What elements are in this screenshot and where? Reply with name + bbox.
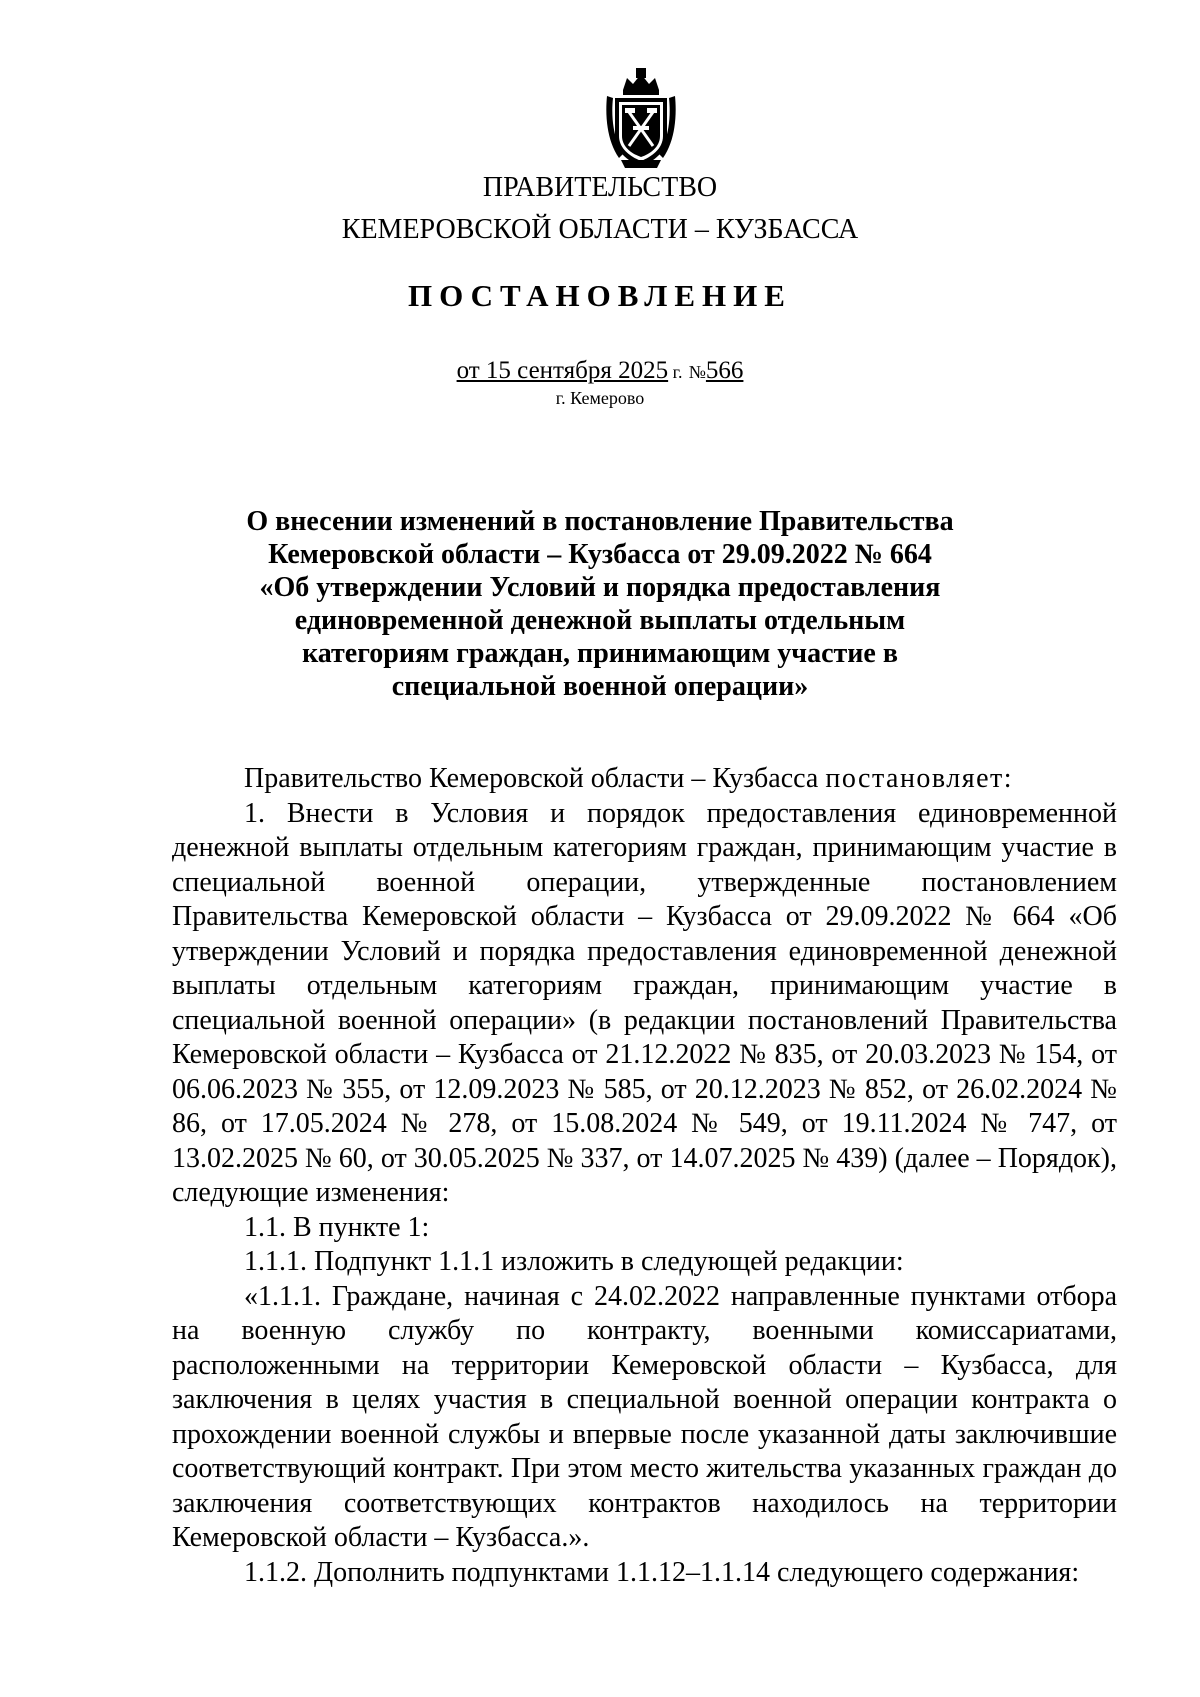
title-line: О внесении изменений в постановление Правительства xyxy=(246,506,954,537)
title-line: Кемеровской области – Кузбасса от 29.09.2022 № 664 xyxy=(268,539,932,570)
title-line: специальной военной операции» xyxy=(391,671,809,702)
document-type-heading: ПОСТАНОВЛЕНИЕ xyxy=(408,278,792,313)
city-line: г. Кемерово xyxy=(555,388,645,408)
document-title xyxy=(200,505,1000,703)
title-line: «Об утверждении Условий и порядка предоставления xyxy=(259,572,941,603)
number-mark: № xyxy=(688,362,706,382)
document-body xyxy=(172,762,1117,1590)
coat-of-arms-emblem xyxy=(603,66,679,170)
year-mark: г. xyxy=(668,362,683,382)
intro-paragraph: Правительство Кемеровской области – Кузбасса постановляет: xyxy=(244,763,1012,794)
title-line: единовременной денежной выплаты отдельным xyxy=(294,605,906,636)
body-paragraph: «1.1.1. Граждане, начиная с 24.02.2022 направленные пунктами отбора на военную службу по контракту, военными комиссариатами, расположенными на территории Кемеровской области – Кузбасса, для заключения в целях участия в специальной военной операции контракта о прохождении военной службы и впервые после указанной даты заключившие соответствующий контракт. При этом место жительства указанных граждан до заключения соответствующих контрактов находилось на территории Кемеровской области – Кузбасса.». xyxy=(172,1280,1117,1553)
title-line: категориям граждан, принимающим участие в xyxy=(302,638,898,669)
government-name-line2: КЕМЕРОВСКОЙ ОБЛАСТИ – КУЗБАССА xyxy=(341,214,859,245)
government-name-line1: ПРАВИТЕЛЬСТВО xyxy=(482,172,718,203)
date-number-line xyxy=(0,357,1200,385)
document-number: 566 xyxy=(705,357,744,384)
document-date: от 15 сентября 2025 xyxy=(456,357,669,384)
body-paragraph: 1.1. В пункте 1: xyxy=(244,1211,430,1243)
body-paragraph: 1.1.1. Подпункт 1.1.1 изложить в следующей редакции: xyxy=(244,1246,904,1277)
resolves-word: постановляет xyxy=(825,763,1004,794)
body-paragraph: 1. Внести в Условия и порядок предоставления единовременной денежной выплаты отдельным категориям граждан, принимающим участие в специальной военной операции, утвержденные постановлением Правительства Кемеровской области – Кузбасса от 29.09.2022 № 664 «Об утверждении Условий и порядка предоставления единовременной денежной выплаты отдельным категориям граждан, принимающим участие в специальной военной операции» (в редакции постановлений Правительства Кемеровской области – Кузбасса от 21.12.2022 № 835, от 20.03.2023 № 154, от 06.06.2023 № 355, от 12.09.2023 № 585, от 20.12.2023 № 852, от 26.02.2024 № 86, от 17.05.2024 № 278, от 15.08.2024 № 549, от 19.11.2024 № 747, от 13.02.2025 № 60, от 30.05.2025 № 337, от 14.07.2025 № 439) (далее – Порядок), следующие изменения: xyxy=(172,797,1117,1208)
body-paragraph: 1.1.2. Дополнить подпунктами 1.1.12–1.1.14 следующего содержания: xyxy=(244,1556,1080,1588)
